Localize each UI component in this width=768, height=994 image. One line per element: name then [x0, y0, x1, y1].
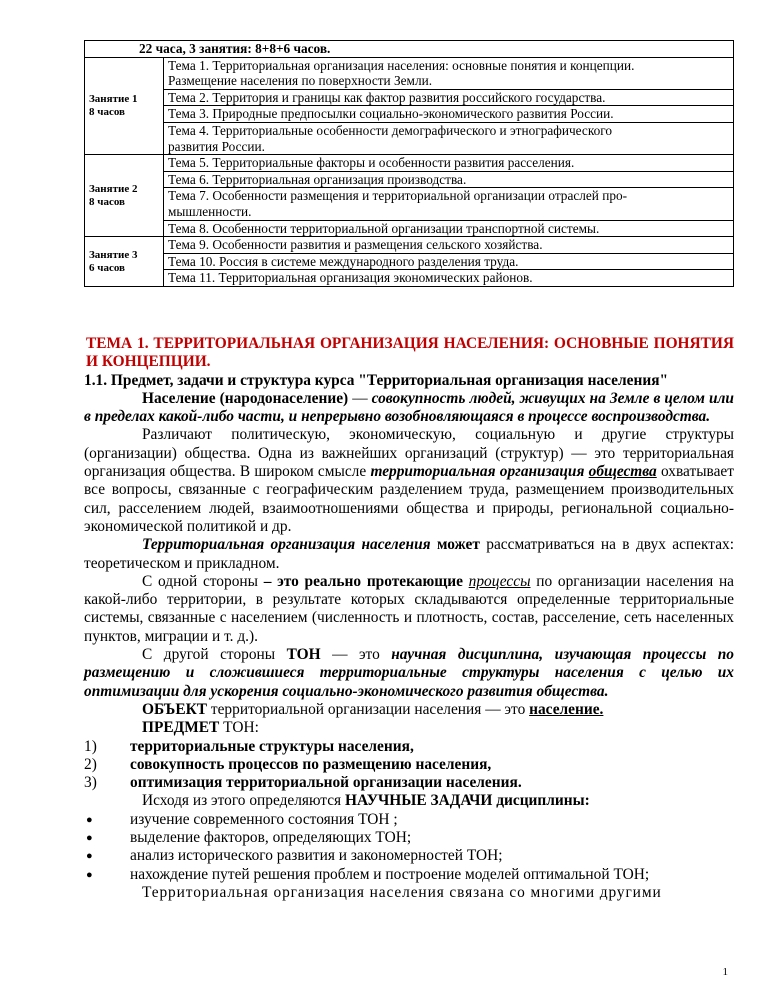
topic-line: Тема 3. Природные предпосылки социально-экономического развития России. — [168, 106, 614, 122]
topic-cell — [164, 155, 734, 172]
paragraph-other-side: С другой стороны ТОН — это научная дисциплина, изучающая процессы по размещению и сложившиеся территориальные структуры населения с целью их оптимизации для ускорения социально-экономического развития общества. — [84, 646, 734, 700]
schedule-row — [85, 171, 734, 188]
topic-line: Размещение населения по поверхности Земли. — [168, 73, 433, 89]
schedule-row — [85, 237, 734, 254]
subject-item — [84, 756, 734, 774]
task-item — [84, 829, 734, 847]
task-text: изучение современного состояния ТОН ; — [130, 810, 398, 828]
topic-line: Тема 1. Территориальная организация населения: основные понятия и концепции. — [168, 57, 635, 73]
topic-cell — [164, 89, 734, 106]
session-hours: 6 часов — [89, 261, 126, 274]
paragraph-aspects: Территориальная организация населения может рассматриваться на в двух аспектах: теоретическом и прикладном. — [84, 536, 734, 572]
topic-line: Тема 10. Россия в системе международного разделения труда. — [168, 253, 519, 269]
session-name: Занятие 2 — [89, 182, 138, 195]
topic-line: Тема 8. Особенности территориальной организации транспортной системы. — [168, 220, 600, 236]
topic-cell — [164, 270, 734, 287]
session-label — [85, 57, 164, 155]
schedule-row — [85, 57, 734, 89]
topic-line: Тема 7. Особенности размещения и территориальной организации отраслей про- — [168, 188, 628, 204]
schedule-row — [85, 253, 734, 270]
item-text: территориальные структуры населения, — [130, 737, 414, 755]
topic-cell — [164, 122, 734, 154]
session-hours: 8 часов — [89, 195, 126, 208]
task-item — [84, 811, 734, 829]
bullet-icon: ● — [86, 850, 93, 863]
schedule-row — [85, 89, 734, 106]
topic-cell — [164, 237, 734, 254]
task-text: выделение факторов, определяющих ТОН; — [130, 829, 412, 847]
paragraph-subject: ПРЕДМЕТ ТОН: — [142, 719, 259, 737]
item-number: 2) — [84, 755, 97, 773]
schedule-row — [85, 122, 734, 154]
topic-cell — [164, 188, 734, 220]
page-number: 1 — [722, 966, 728, 978]
bullet-icon: ● — [86, 832, 93, 845]
item-text: оптимизация территориальной организации населения. — [130, 774, 522, 792]
topic-cell — [164, 253, 734, 270]
paragraph-object: ОБЪЕКТ территориальной организации населения — это население. — [142, 700, 604, 718]
bullet-icon: ● — [86, 813, 93, 826]
session-name: Занятие 1 — [89, 92, 138, 105]
schedule-table — [84, 40, 734, 287]
topic-line: развития России. — [168, 138, 265, 154]
session-label — [85, 237, 164, 287]
item-number: 3) — [84, 774, 97, 792]
task-item — [84, 847, 734, 865]
topic-line: Тема 5. Территориальные факторы и особенности развития расселения. — [168, 155, 575, 171]
task-item — [84, 866, 734, 884]
session-hours: 8 часов — [89, 105, 126, 118]
item-text: совокупность процессов по размещению населения, — [130, 755, 492, 773]
section-title: 1.1. Предмет, задачи и структура курса "Территориальная организация населения" — [84, 371, 669, 389]
session-label — [85, 155, 164, 237]
topic-cell — [164, 57, 734, 89]
schedule-row — [85, 188, 734, 220]
theme-title: ТЕМА 1. ТЕРРИТОРИАЛЬНАЯ ОРГАНИЗАЦИЯ НАСЕЛЕНИЯ: ОСНОВНЫЕ ПОНЯТИЯ И КОНЦЕПЦИИ. — [86, 335, 734, 371]
topic-line: Тема 11. Территориальная организация экономических районов. — [168, 270, 533, 286]
task-text: анализ исторического развития и закономерностей ТОН; — [130, 847, 503, 865]
bullet-icon: ● — [86, 868, 93, 881]
topic-cell — [164, 106, 734, 123]
topic-line: Тема 6. Территориальная организация производства. — [168, 171, 467, 187]
schedule-header-row — [85, 41, 734, 58]
tasks-list — [84, 811, 734, 884]
paragraph-continuation: Территориальная организация населения связана со многими другими — [142, 883, 662, 901]
paragraph-tasks-intro: Исходя из этого определяются НАУЧНЫЕ ЗАДАЧИ дисциплины: — [142, 792, 590, 810]
schedule-row — [85, 106, 734, 123]
schedule-row — [85, 155, 734, 172]
topic-line: мышленности. — [168, 203, 252, 219]
schedule-row — [85, 220, 734, 237]
schedule-header: 22 часа, 3 занятия: 8+8+6 часов. — [85, 41, 734, 58]
paragraph-one-side: С одной стороны – это реально протекающие процессы по организации населения на какой-либо территории, в результате которых складываются определенные территориальные системы, связанные с населением (численность и плотность, состав, расселение, сеть населенных пунктов, миграции и т. д.). — [84, 572, 735, 645]
item-number: 1) — [84, 737, 97, 755]
main-text — [84, 335, 734, 902]
topic-line: Тема 2. Территория и границы как фактор развития российского государства. — [168, 89, 606, 105]
paragraph-structures: Различают политическую, экономическую, социальную и другие структуры (организации) общества. Одна из важнейших организаций (структур) — это территориальная организация общества. В широком смысле территориальная организация общества охватывает все вопросы, связанные с географическим разделением труда, размещением производительных сил, расселением людей, взаимоотношениями общества и природы, региональной социально-экономической политикой и др. — [84, 426, 734, 535]
topic-cell — [164, 171, 734, 188]
topic-line: Тема 4. Территориальные особенности демографического и этнографического — [168, 122, 613, 138]
topic-cell — [164, 220, 734, 237]
paragraph-definition: Население (народонаселение) — совокупность людей, живущих на Земле в целом или в пределах какой-либо части, и непрерывно возобновляющаяся в процессе воспроизводства. — [84, 389, 734, 426]
subject-item — [84, 774, 734, 792]
task-text: нахождение путей решения проблем и построение моделей оптимальной ТОН; — [130, 865, 650, 883]
session-name: Занятие 3 — [89, 248, 138, 261]
subject-item — [84, 738, 734, 756]
subject-list — [84, 738, 734, 793]
schedule-row — [85, 270, 734, 287]
topic-line: Тема 9. Особенности развития и размещения сельского хозяйства. — [168, 237, 543, 253]
